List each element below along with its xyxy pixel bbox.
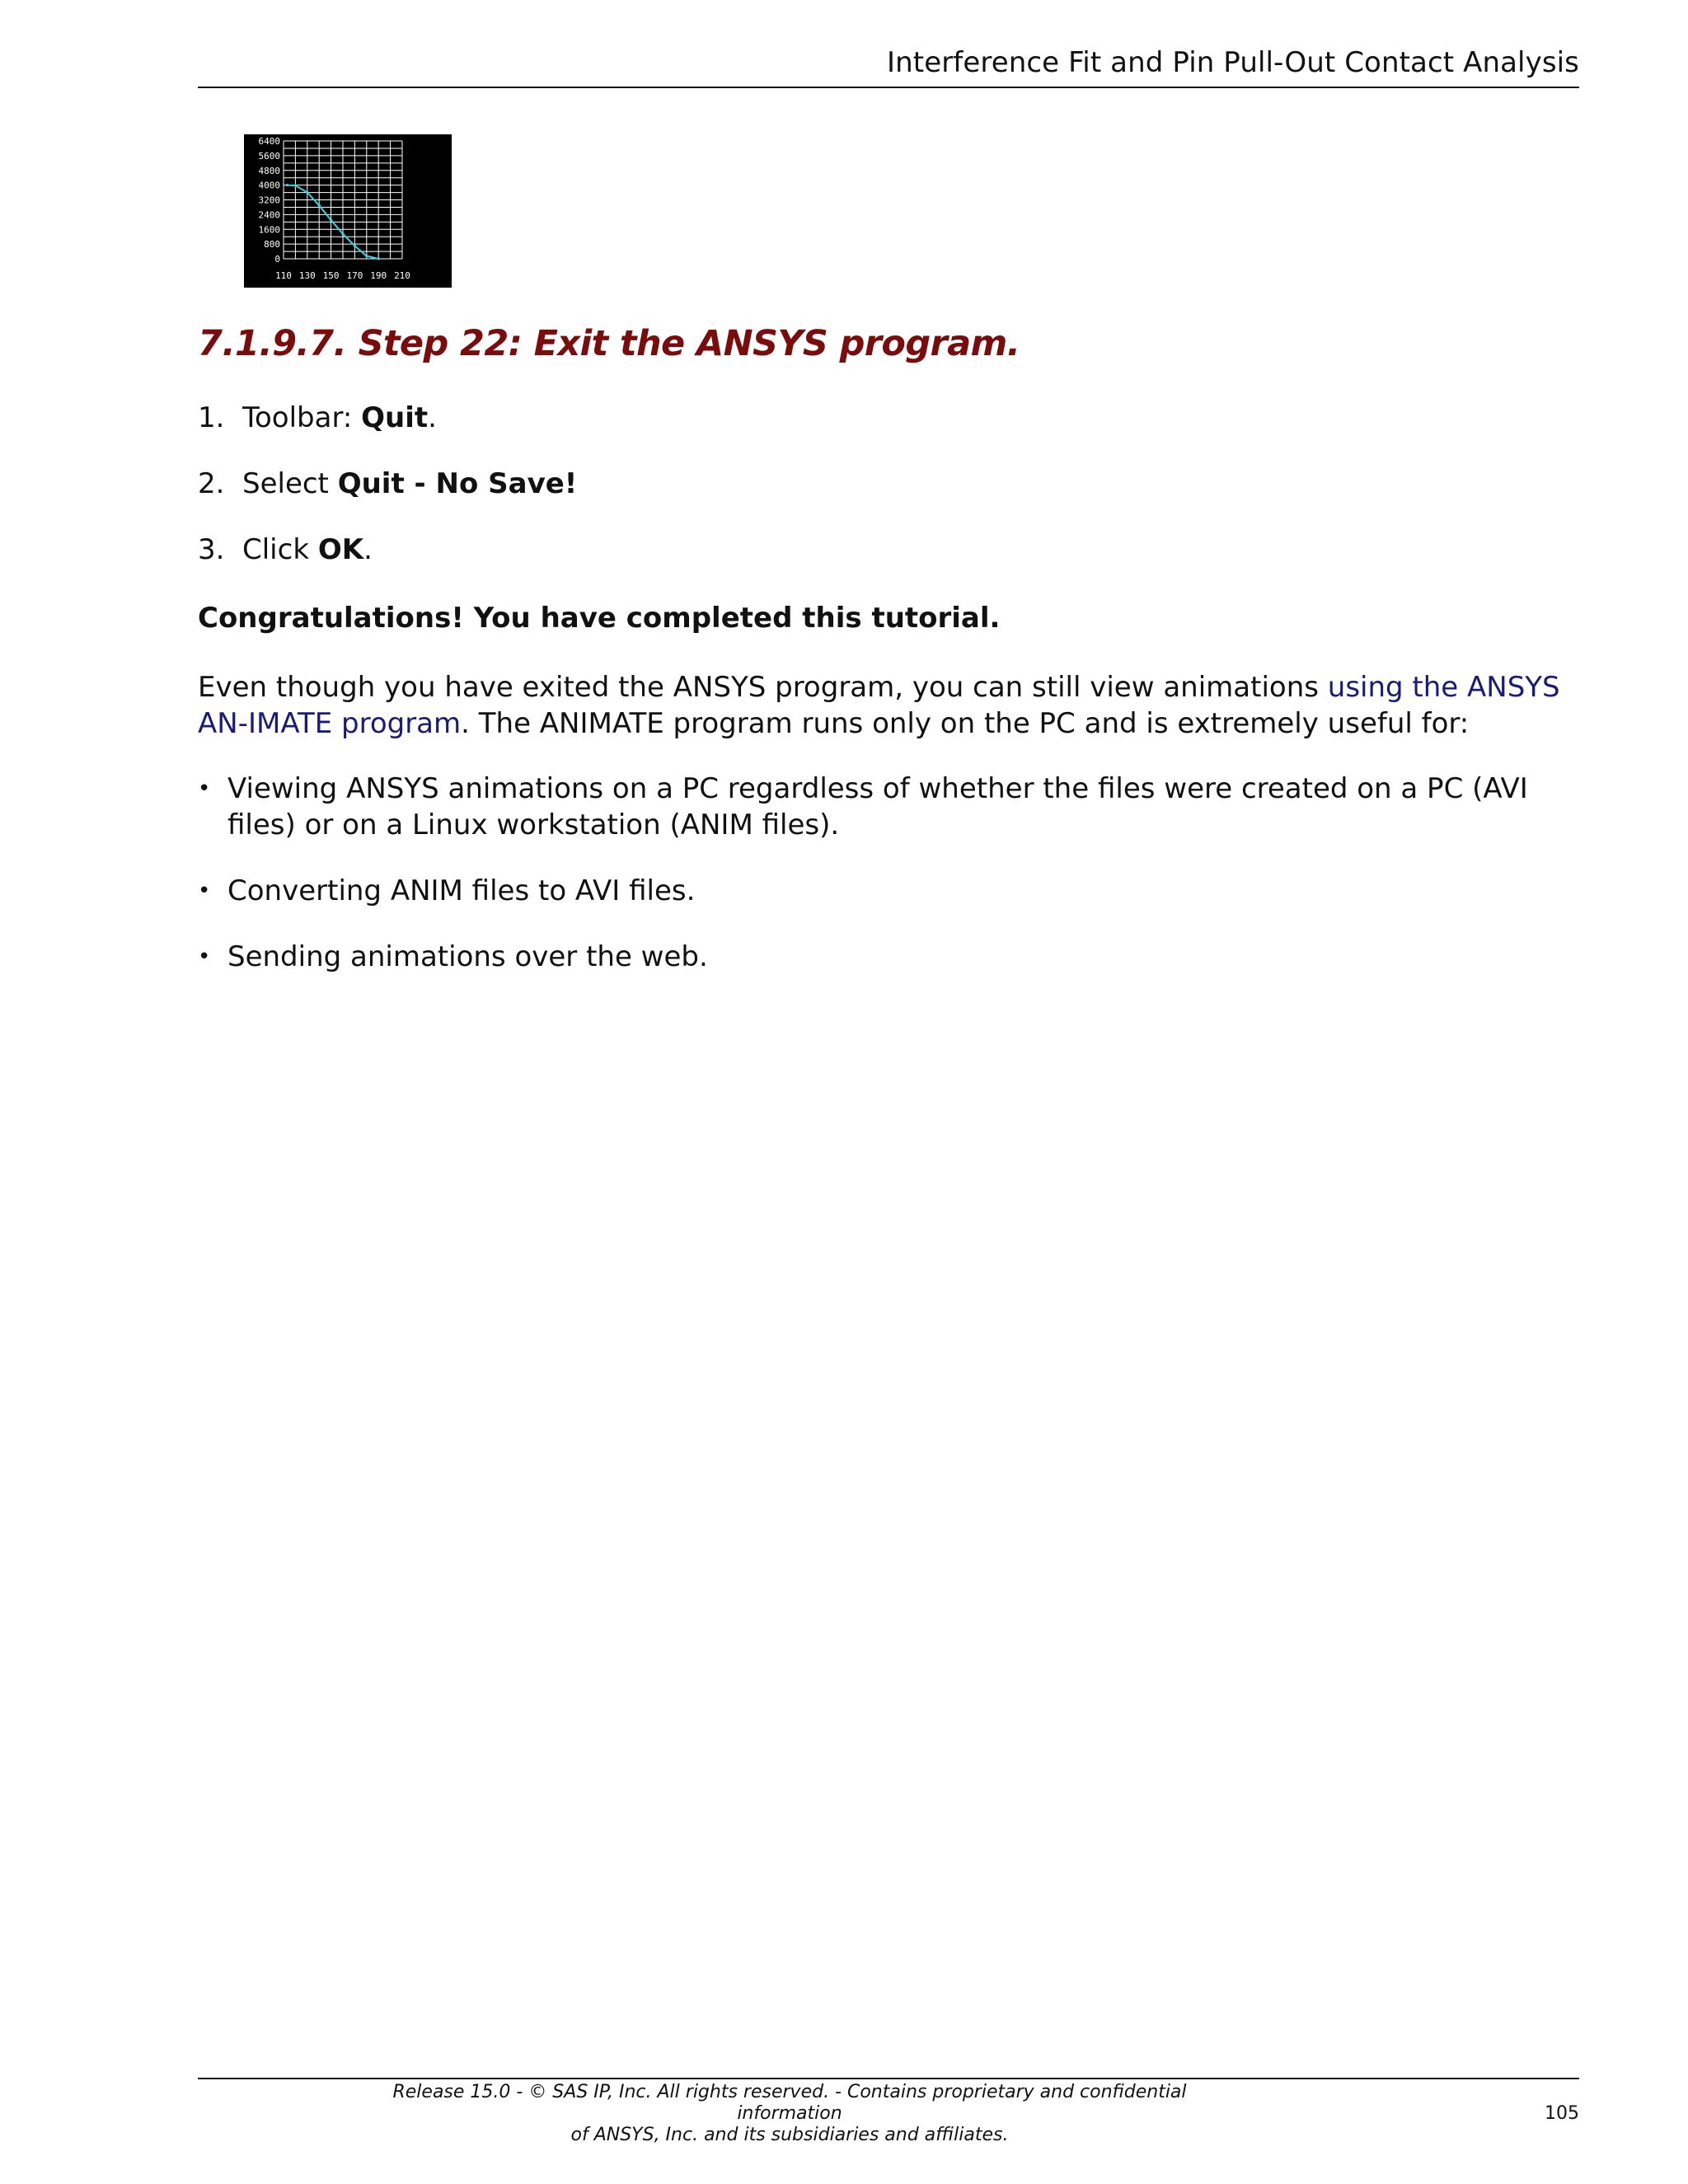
step-number: 3. — [198, 533, 225, 566]
step-command: Quit — [361, 401, 429, 434]
x-tick-label: 130 — [298, 270, 316, 281]
data-point — [318, 204, 321, 207]
paragraph-text-end: . The ANIMATE program runs only on the PC and is extremely useful for: — [461, 707, 1470, 740]
footer-legal — [363, 2082, 1217, 2146]
x-tick-label: 150 — [322, 270, 340, 281]
data-point — [365, 255, 368, 257]
step-number: 2. — [198, 467, 225, 500]
line-plot — [244, 134, 452, 288]
x-tick-label: 210 — [394, 270, 410, 281]
running-header: Interference Fit and Pin Pull-Out Contact Analysis — [887, 46, 1579, 79]
step-number: 1. — [198, 401, 225, 434]
body-paragraph — [198, 669, 1582, 742]
step-command: OK — [317, 533, 364, 566]
plot-figure — [244, 134, 452, 288]
paragraph-text: Even though you have exited the ANSYS program, you can still view animations — [198, 671, 1328, 704]
data-point — [377, 257, 380, 260]
y-tick-label: 2400 — [258, 209, 280, 221]
bullet-text: Viewing ANSYS animations on a PC regardless of whether the files were created on a PC (AVI files) or on a Linux workstation (ANIM files). — [227, 772, 1528, 841]
bullet-item — [198, 771, 1582, 843]
page-number: 105 — [1545, 2103, 1579, 2124]
bullet-text: Sending animations over the web. — [227, 940, 708, 973]
y-tick-label: 3200 — [258, 194, 280, 206]
footer-line: of ANSYS, Inc. and its subsidiaries and affiliates. — [570, 2125, 1009, 2145]
step-text: Click — [242, 533, 318, 566]
step-command: Quit - No Save! — [337, 467, 578, 500]
data-point — [341, 232, 344, 235]
footer-rule — [198, 2078, 1579, 2079]
y-tick-label: 0 — [274, 254, 280, 265]
header-rule — [198, 87, 1579, 88]
bullet-item — [198, 873, 1582, 909]
y-tick-label: 800 — [264, 239, 280, 251]
step-text: Toolbar: — [242, 401, 362, 434]
y-tick-label: 4000 — [258, 180, 280, 191]
bullet-item — [198, 939, 1582, 975]
x-tick-label: 110 — [275, 270, 292, 281]
step-suffix: . — [363, 533, 373, 566]
step-item — [198, 400, 437, 436]
step-item — [198, 466, 577, 502]
footer-line: Release 15.0 - © SAS IP, Inc. All rights reserved. - Contains proprietary and confidential information — [392, 2082, 1187, 2124]
x-tick-label: 190 — [370, 270, 387, 281]
y-tick-label: 4800 — [258, 165, 280, 176]
step-text: Select — [242, 467, 338, 500]
congratulations-text: Congratulations! You have completed this tutorial. — [198, 602, 1001, 635]
data-point — [354, 245, 356, 247]
data-point — [294, 184, 297, 186]
y-tick-label: 1600 — [258, 224, 280, 236]
section-heading: 7.1.9.7. Step 22: Exit the ANSYS program. — [198, 323, 1020, 364]
bullet-marker: • — [198, 879, 211, 903]
data-point — [306, 191, 308, 194]
animate-program-link[interactable]: using the ANSYS AN-IMATE program — [198, 671, 1560, 740]
step-suffix: . — [428, 401, 437, 434]
y-tick-label: 5600 — [258, 150, 280, 162]
bullet-marker: • — [198, 776, 211, 801]
y-tick-label: 6400 — [258, 136, 280, 147]
step-item — [198, 532, 373, 568]
bullet-text: Converting ANIM files to AVI files. — [227, 874, 696, 907]
data-point — [286, 184, 288, 186]
bullet-marker: • — [198, 944, 211, 969]
x-tick-label: 170 — [346, 270, 363, 281]
data-point — [330, 218, 332, 221]
